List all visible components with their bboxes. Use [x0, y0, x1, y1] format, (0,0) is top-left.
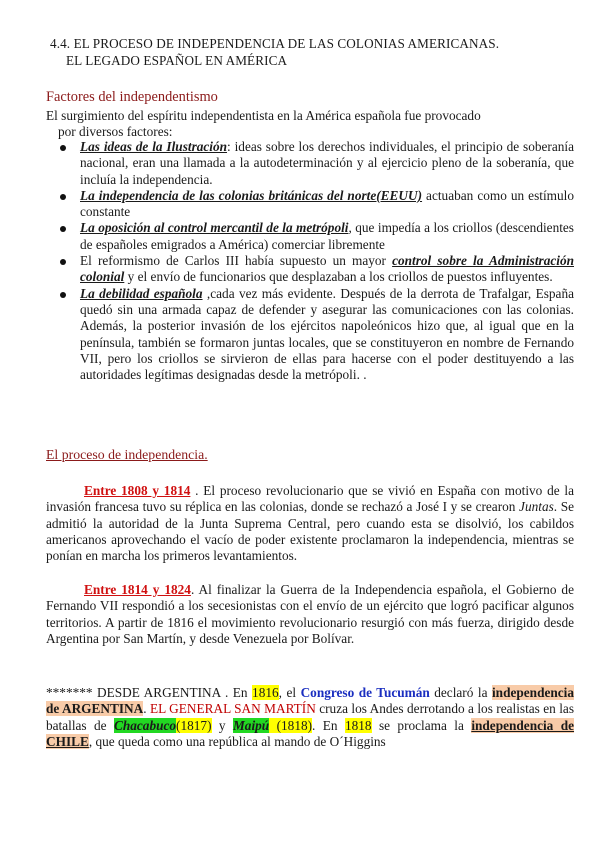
date-range: Entre 1808 y 1814	[84, 483, 191, 498]
list-item: La independencia de las colonias británicas del norte(EEUU) actuaban como un estímulo constante	[60, 188, 574, 221]
list-item: Las ideas de la Ilustración: ideas sobre los derechos individuales, el principio de soberanía nacional, eran una llamada a la autodeterminación y al ejercicio pleno de la soberanía, que incluía la independencia.	[60, 139, 574, 188]
factor-term: control sobre la Administración colonial	[80, 253, 574, 285]
bullet-icon	[60, 226, 66, 232]
factor-term: La debilidad española	[80, 285, 203, 301]
heading-factores: Factores del independentismo	[46, 89, 218, 105]
title-line-2: EL LEGADO ESPAÑOL EN AMÉRICA	[66, 53, 288, 68]
congreso-label: Congreso de Tucumán	[300, 685, 430, 700]
battle-highlight: Maipú	[232, 717, 270, 733]
factor-term: La oposición al control mercantil de la metrópoli	[80, 220, 349, 236]
battle-highlight: Chacabuco	[113, 717, 177, 733]
independence-highlight: independencia de ARGENTINA	[46, 685, 574, 717]
bullet-icon	[60, 259, 66, 265]
year-highlight: (1818)	[269, 717, 313, 733]
factor-term: La independencia de las colonias británicas del norte(EEUU)	[80, 187, 423, 203]
heading-proceso: El proceso de independencia.	[46, 447, 208, 462]
section-title	[50, 35, 580, 69]
bullet-icon	[60, 145, 66, 151]
paragraph-1814-1824: Entre 1814 y 1824. Al finalizar la Guerra de la Independencia española, el Gobierno de Fernando VII respondió a los secesionistas con el envío de un ejército que logró pacificar algunos territorios. A partir de 1816 el movimiento revolucionario resurgió con más fuerza, dirigido desde Argentina por San Martín, y desde Venezuela por Bolívar.	[46, 582, 574, 646]
factor-term: Las ideas de la Ilustración	[80, 139, 228, 154]
list-item: El reformismo de Carlos III había supuesto un mayor control sobre la Administración colonial y el envío de funcionarios que desplazaban a los criollos de puestos influyentes.	[60, 253, 574, 286]
year-highlight: 1818	[344, 717, 372, 733]
factores-list	[60, 139, 574, 383]
factores-intro: El surgimiento del espíritu independentista en la América española fue provocado por diversos factores:	[46, 108, 481, 140]
list-item: La debilidad española ,cada vez más evidente. Después de la derrota de Trafalgar, España quedó sin una armada capaz de defender y asegurar las comunicaciones con las colonias. Además, la posterior invasión de los ejércitos napoleónicos hizo que, al igual que en la península, también se formaron juntas locales, que se constituyeron en nombre de Fernando VII, pero los criollos se sirvieron de ellas para hacerse con el poder destituyendo a las autoridades legítimas designadas desde la metrópoli. .	[60, 286, 574, 384]
date-range: Entre 1814 y 1824	[84, 582, 191, 597]
san-martin-label: EL GENERAL SAN MARTÍN	[150, 701, 316, 717]
title-line-1: 4.4. EL PROCESO DE INDEPENDENCIA DE LAS COLONIAS AMERICANAS.	[50, 36, 500, 51]
bullet-icon	[60, 292, 66, 298]
bullet-icon	[60, 194, 66, 200]
paragraph-argentina: ******* DESDE ARGENTINA . En 1816, el Congreso de Tucumán declaró la independencia de ARGENTINA. EL GENERAL SAN MARTÍN cruza los Andes derrotando a los realistas en las batallas de Chacabuco(1817) y Maipú (1818). En 1818 se proclama la independencia de CHILE, que queda como una república al mando de O´Higgins	[46, 685, 575, 749]
list-item: La oposición al control mercantil de la metrópoli, que impedía a los criollos (descendientes de españoles emigrados a América) comerciar libremente	[60, 220, 574, 253]
year-highlight: 1816	[252, 685, 279, 700]
paragraph-1808-1814: Entre 1808 y 1814 . El proceso revolucionario que se vivió en España con motivo de la invasión francesa tuvo su réplica en las colonias, donde se rechazó a José I y se crearon Juntas. Se admitió la autoridad de la Junta Suprema Central, pero cuando esta se disolvió, los cabildos americanos aprovechando el vacío de poder existente proclamaron la independencia, mientras se ponían en marcha los primeros levantamientos.	[46, 483, 574, 564]
year-highlight: (1817)	[176, 717, 212, 733]
independence-highlight: independencia de CHILE	[46, 717, 575, 749]
